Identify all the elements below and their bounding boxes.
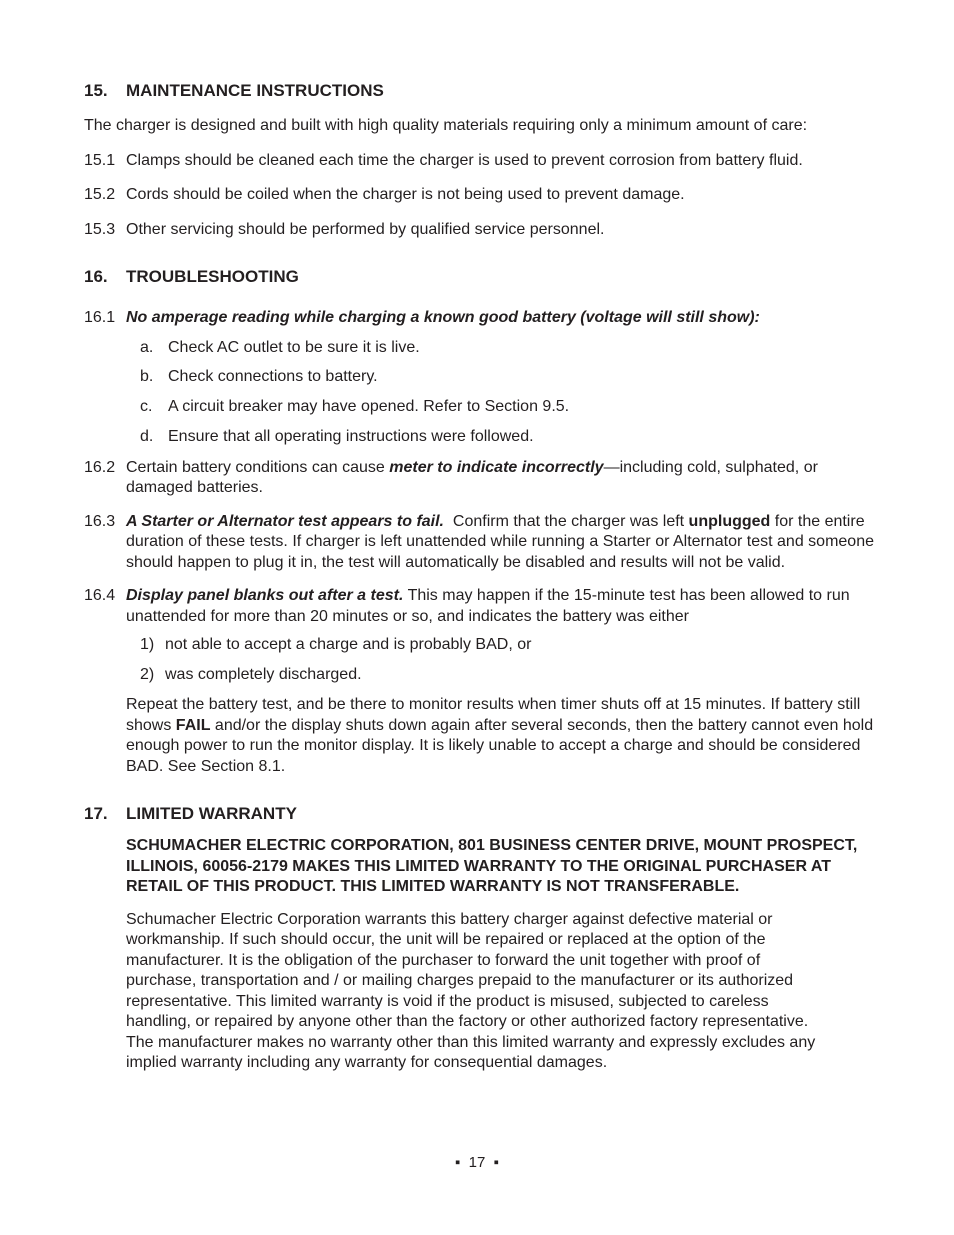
text-run: for the entire duration of these tests. If charger is left unattended while running a Starter or Alternator test and someone should happen to plug it in, the test will automatically be disabled and results will not be valid. bbox=[126, 512, 874, 571]
section-17-heading bbox=[84, 803, 874, 825]
item-16-4 bbox=[84, 586, 874, 627]
section-title: LIMITED WARRANTY bbox=[126, 804, 297, 823]
item-number: 15.1 bbox=[84, 151, 116, 169]
list-text: not able to accept a charge and is probably BAD, or bbox=[165, 636, 532, 653]
sub-text: Check AC outlet to be sure it is live. bbox=[168, 338, 420, 356]
item-16-1 bbox=[84, 308, 874, 329]
section-number: 17. bbox=[84, 804, 108, 823]
item-number: 15.3 bbox=[84, 220, 116, 238]
section-number: 16. bbox=[84, 267, 108, 286]
item-number: 16.4 bbox=[84, 587, 116, 604]
page-number: ▪ 17 ▪ bbox=[455, 1154, 499, 1171]
sub-item-a bbox=[140, 338, 874, 359]
sub-letter: a. bbox=[140, 338, 154, 356]
warranty-body-paragraph: Schumacher Electric Corporation warrants this battery charger against defective material or workmanship. If such should occur, the unit will be repaired or replaced at the option of the manufacturer. It is the obligation of the purchaser to forward the unit together with proof of purchase, transportation and / or mailing charges prepaid to the manufacturer or its authorized representative. This limited warranty is void if the product is misused, subjected to careless handling, or repaired by anyone other than the factory or other authorized factory representative. The manufacturer makes no warranty other than this limited warranty and expressly excludes any implied warranty including any warranty for consequential damages. bbox=[126, 910, 816, 1071]
sub-letter: c. bbox=[140, 397, 153, 415]
text-run: Repeat the battery test, and be there to monitor results when timer shuts off at 15 minutes. If battery still shows bbox=[126, 696, 861, 734]
item-16-3 bbox=[84, 512, 874, 574]
text-run: Certain battery conditions can cause bbox=[126, 458, 390, 476]
item-15-2 bbox=[84, 185, 874, 206]
sub-text: A circuit breaker may have opened. Refer to Section 9.5. bbox=[168, 397, 570, 415]
item-number: 16.2 bbox=[84, 458, 116, 476]
item-text bbox=[126, 458, 874, 499]
item-text bbox=[126, 586, 874, 627]
document-page bbox=[84, 80, 874, 1074]
sub-item-d bbox=[140, 427, 874, 448]
item-15-1 bbox=[84, 151, 874, 172]
item-text: Cords should be coiled when the charger is not being used to prevent damage. bbox=[126, 186, 685, 203]
item-15-3 bbox=[84, 220, 874, 241]
bold-text: unplugged bbox=[688, 512, 771, 530]
item-heading: No amperage reading while charging a known good battery (voltage will still show): bbox=[126, 309, 760, 326]
numbered-item-1 bbox=[140, 635, 874, 656]
repeat-paragraph bbox=[126, 695, 874, 777]
sub-item-c bbox=[140, 397, 874, 418]
emphasis-text: meter to indicate incorrectly bbox=[389, 458, 604, 476]
text-run: Confirm that the charger was left bbox=[444, 512, 689, 530]
section-title: MAINTENANCE INSTRUCTIONS bbox=[126, 81, 384, 100]
list-text: was completely discharged. bbox=[165, 665, 362, 683]
text-run: and/or the display shuts down again after several seconds, then the battery cannot even hold enough power to run the monitor display. It is likely unable to accept a charge and should be considered BAD. See Section 8.1. bbox=[126, 716, 874, 775]
list-number: 2) bbox=[140, 665, 155, 683]
sub-letter: d. bbox=[140, 428, 154, 445]
item-text: Other servicing should be performed by qualified service personnel. bbox=[126, 220, 605, 238]
item-number: 16.3 bbox=[84, 512, 116, 530]
bold-text: FAIL bbox=[175, 716, 211, 734]
emphasis-text: A Starter or Alternator test appears to fail. bbox=[126, 512, 444, 530]
text-run: —including cold, sulphated, or damaged batteries. bbox=[126, 458, 818, 496]
emphasis-text: Display panel blanks out after a test. bbox=[126, 587, 404, 604]
section-title: TROUBLESHOOTING bbox=[126, 267, 299, 286]
section-15-intro: The charger is designed and built with high quality materials requiring only a minimum amount of care: bbox=[84, 117, 808, 134]
sub-text: Check connections to battery. bbox=[168, 368, 378, 385]
section-number: 15. bbox=[84, 81, 108, 100]
item-number: 16.1 bbox=[84, 309, 116, 326]
item-text: Clamps should be cleaned each time the charger is used to prevent corrosion from battery fluid. bbox=[126, 151, 803, 169]
numbered-item-2 bbox=[140, 665, 874, 686]
sub-text: Ensure that all operating instructions were followed. bbox=[168, 428, 534, 445]
item-text bbox=[126, 512, 874, 574]
sub-item-b bbox=[140, 367, 874, 388]
item-number: 15.2 bbox=[84, 186, 116, 203]
text-run: This may happen if the 15-minute test has been allowed to run unattended for more than 20 minutes or so, and indicates the battery was either bbox=[126, 587, 850, 625]
item-16-2 bbox=[84, 458, 874, 499]
section-16-heading bbox=[84, 266, 874, 288]
warranty-caps-paragraph: SCHUMACHER ELECTRIC CORPORATION, 801 BUSINESS CENTER DRIVE, MOUNT PROSPECT, ILLINOIS, 60056-2179 MAKES THIS LIMITED WARRANTY TO THE ORIGINAL PURCHASER AT RETAIL OF THIS PRODUCT. THIS LIMITED WARRANTY IS NOT TRANSFERABLE. bbox=[126, 837, 858, 895]
list-number: 1) bbox=[140, 636, 155, 653]
sub-letter: b. bbox=[140, 368, 154, 385]
section-15-heading bbox=[84, 80, 874, 102]
